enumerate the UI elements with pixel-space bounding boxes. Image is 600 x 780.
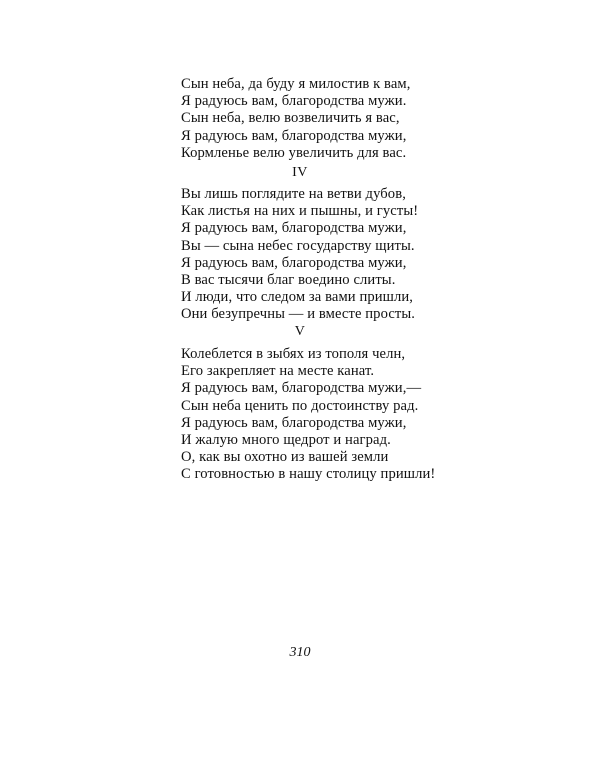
verse-line: Я радуюсь вам, благородства мужи,	[181, 127, 407, 144]
verse-line: Я радуюсь вам, благородства мужи,	[181, 414, 407, 431]
verse-line: О, как вы охотно из вашей земли	[181, 449, 389, 466]
verse-line: И люди, что следом за вами пришли,	[181, 289, 414, 306]
verse-line: Вы лишь поглядите на ветви дубов,	[181, 186, 406, 202]
page-number: 310	[289, 645, 311, 660]
stanza-numeral-v: V	[294, 324, 306, 339]
verse-line: В вас тысячи благ воедино слиты.	[181, 272, 396, 289]
verse-line: Как листья на них и пышны, и густы!	[181, 203, 419, 220]
verse-line: Кормленье велю увеличить для вас.	[181, 144, 407, 161]
verse-line: Сын неба, да буду я милостив к вам,	[181, 76, 411, 92]
verse-line: Они безупречны — и вместе просты.	[181, 306, 416, 323]
stanza-numeral-iv: IV	[292, 165, 308, 180]
verse-line: Я радуюсь вам, благородства мужи,	[181, 254, 407, 271]
stanza-4	[181, 186, 561, 324]
verse-line: Я радуюсь вам, благородства мужи,	[181, 220, 407, 237]
stanza-5	[181, 346, 561, 484]
verse-line: С готовностью в нашу столицу пришли!	[181, 466, 436, 483]
verse-line: Его закрепляет на месте канат.	[181, 363, 375, 380]
verse-line: Я радуюсь вам, благородства мужи,—	[181, 380, 422, 397]
verse-line: Сын неба, велю возвеличить я вас,	[181, 110, 400, 127]
stanza-3	[181, 76, 561, 162]
verse-line: Колеблется в зыбях из тополя челн,	[181, 346, 406, 362]
verse-line: Я радуюсь вам, благородства мужи.	[181, 93, 407, 110]
verse-line: Вы — сына небес государству щиты.	[181, 237, 415, 254]
verse-line: И жалую много щедрот и наград.	[181, 432, 391, 449]
verse-line: Сын неба ценить по достоинству рад.	[181, 397, 419, 414]
